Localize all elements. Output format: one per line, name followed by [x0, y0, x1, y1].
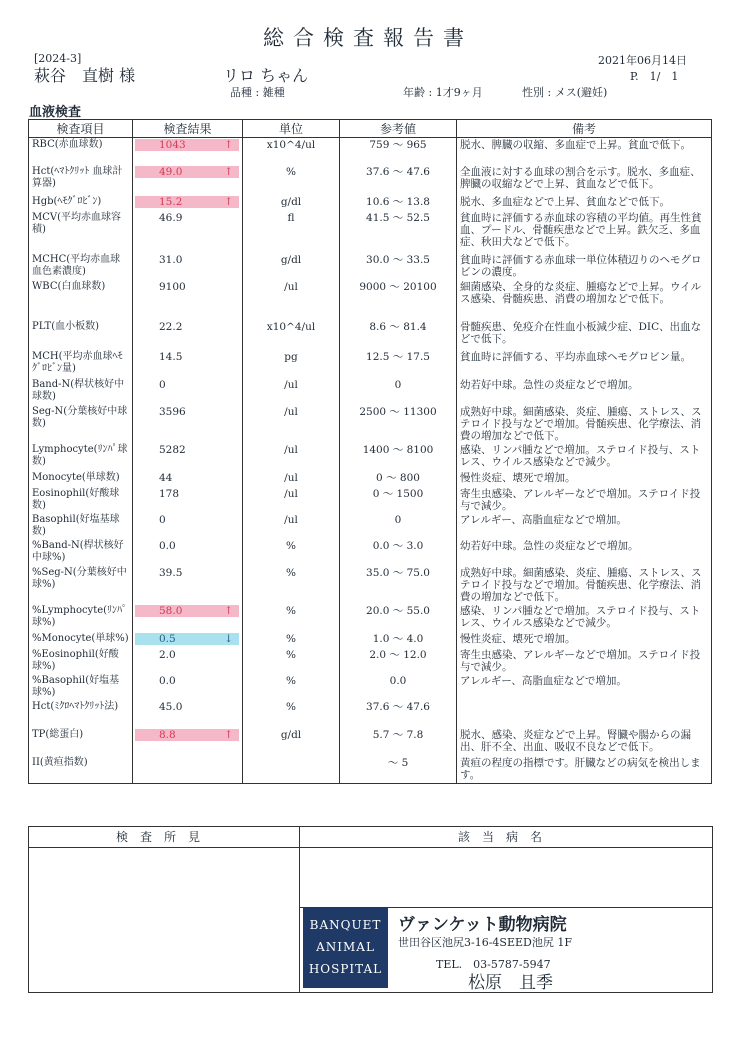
cell-unit: g/dl	[243, 728, 340, 756]
header-item: 検査項目	[29, 120, 133, 138]
cell-reference: 759 ～ 965	[340, 138, 457, 165]
result-value	[135, 196, 239, 208]
cell-note	[457, 700, 712, 728]
cell-item: Monocyte(単球数)	[29, 471, 133, 487]
table-row	[29, 513, 712, 539]
result-number: 9100	[159, 280, 186, 293]
cell-reference: 12.5 ～ 17.5	[340, 350, 457, 378]
cell-item: %Basophil(好塩基球%)	[29, 674, 133, 700]
result-number: 14.5	[159, 350, 183, 363]
cell-note: 骨髄疾患、免疫介在性血小板減少症、DIC、出血などで低下。	[457, 320, 712, 350]
result-value	[135, 472, 239, 484]
table-row	[29, 443, 712, 471]
cell-result	[133, 487, 243, 513]
result-number: 1043	[159, 139, 186, 151]
cell-result	[133, 165, 243, 195]
result-value	[135, 254, 239, 266]
cell-item: Band-N(桿状核好中球数)	[29, 378, 133, 405]
cell-reference: 2.0 ～ 12.0	[340, 648, 457, 674]
cell-result	[133, 350, 243, 378]
cell-note: 慢性炎症、壊死で増加。	[457, 471, 712, 487]
cell-result	[133, 566, 243, 604]
cell-note: 寄生虫感染、アレルギーなどで増加。ステロイド投与で減少。	[457, 648, 712, 674]
cell-note: 成熟好中球。細菌感染、炎症、腫瘍、ストレス、ステロイド投与などで増加。骨髄疾患、化学療法、消費の増加などで低下。	[457, 566, 712, 604]
cell-note: 成熟好中球。細菌感染、炎症、腫瘍、ストレス、ステロイド投与などで増加。骨髄疾患、化学療法、消費の増加などで低下。	[457, 405, 712, 443]
result-value	[135, 567, 239, 579]
cell-result	[133, 539, 243, 566]
logo-line: ANIMAL	[316, 940, 375, 954]
result-value	[135, 212, 239, 224]
cell-note: 貧血時に評価する赤血球の容積の平均値。再生性貧血、プードル、骨髄疾患などで上昇。鉄欠乏、多血症、秋田犬などで低下。	[457, 211, 712, 253]
sex: 性別 : メス(避妊)	[522, 86, 608, 99]
cell-reference: 30.0 ～ 33.5	[340, 253, 457, 280]
table-row	[29, 487, 712, 513]
cell-unit: g/dl	[243, 253, 340, 280]
cell-reference: ～ 5	[340, 756, 457, 784]
cell-reference: 0	[340, 513, 457, 539]
breed: 品種 : 雑種	[230, 86, 285, 99]
cell-result	[133, 280, 243, 320]
table-row	[29, 195, 712, 211]
cell-unit: fl	[243, 211, 340, 253]
header-reference: 参考値	[340, 120, 457, 138]
cell-reference: 20.0 ～ 55.0	[340, 604, 457, 632]
cell-unit	[243, 756, 340, 784]
cell-note: 貧血時に評価する、平均赤血球ヘモグロビン量。	[457, 350, 712, 378]
cell-unit: %	[243, 648, 340, 674]
cell-unit: %	[243, 604, 340, 632]
cell-item: Lymphocyte(ﾘﾝﾊﾟ球数)	[29, 443, 133, 471]
logo-line: BANQUET	[309, 918, 382, 932]
cell-note: 黄疸の程度の指標です。肝臓などの病気を検出します。	[457, 756, 712, 784]
table-row	[29, 632, 712, 648]
cell-result	[133, 648, 243, 674]
cell-unit: %	[243, 566, 340, 604]
cell-note: 貧血時に評価する赤血球一単位体積辺りのヘモグロビンの濃度。	[457, 253, 712, 280]
cell-unit: x10^4/ul	[243, 320, 340, 350]
hospital-address: 世田谷区池尻3-16-4SEED池尻 1F	[398, 936, 572, 949]
result-number: 22.2	[159, 320, 183, 333]
cell-unit: %	[243, 632, 340, 648]
cell-reference: 1.0 ～ 4.0	[340, 632, 457, 648]
cell-result	[133, 756, 243, 784]
cell-item: Hgb(ﾍﾓｸﾞﾛﾋﾞﾝ)	[29, 195, 133, 211]
result-value	[135, 139, 239, 151]
arrow-up-icon: ↑	[224, 604, 233, 617]
result-number: 46.9	[159, 211, 183, 224]
header-result: 検査結果	[133, 120, 243, 138]
arrow-up-icon: ↑	[224, 195, 233, 208]
header-note: 備考	[457, 120, 712, 138]
result-value	[135, 675, 239, 687]
section-title: 血液検査	[29, 105, 82, 120]
table-row	[29, 280, 712, 320]
result-number: 8.8	[159, 728, 176, 741]
result-number: 0	[159, 513, 166, 526]
table-row	[29, 674, 712, 700]
cell-note: 感染、リンパ腫などで増加。ステロイド投与、ストレス、ウイルス感染などで減少。	[457, 443, 712, 471]
cell-item: Basophil(好塩基球数)	[29, 513, 133, 539]
cell-item: %Band-N(桿状核好中球%)	[29, 539, 133, 566]
arrow-up-icon: ↑	[224, 728, 233, 741]
document-code: [2024-3]	[34, 52, 82, 65]
table-row	[29, 756, 712, 784]
result-value	[135, 649, 239, 661]
cell-note: アレルギー、高脂血症などで増加。	[457, 674, 712, 700]
cell-item: %Seg-N(分葉核好中球%)	[29, 566, 133, 604]
pet-name: リロ ちゃん	[223, 66, 309, 85]
cell-result	[133, 405, 243, 443]
cell-note: 感染、リンパ腫などで増加。ステロイド投与、ストレス、ウイルス感染などで減少。	[457, 604, 712, 632]
cell-result	[133, 513, 243, 539]
table-row	[29, 138, 712, 165]
cell-unit: pg	[243, 350, 340, 378]
cell-result	[133, 632, 243, 648]
cell-item: TP(総蛋白)	[29, 728, 133, 756]
result-value	[135, 281, 239, 293]
cell-result	[133, 320, 243, 350]
cell-item: MCH(平均赤血球ﾍﾓｸﾞﾛﾋﾞﾝ量)	[29, 350, 133, 378]
table-row	[29, 648, 712, 674]
cell-result	[133, 443, 243, 471]
cell-reference: 0 ～ 800	[340, 471, 457, 487]
cell-item: II(黄疸指数)	[29, 756, 133, 784]
hospital-phone: TEL. 03-5787-5947	[436, 958, 551, 971]
result-number: 31.0	[159, 253, 183, 266]
cell-item: Hct(ﾍﾏﾄｸﾘｯﾄ 血球計算器)	[29, 165, 133, 195]
doctor-name: 松原 且季	[468, 973, 553, 993]
cell-reference: 0 ～ 1500	[340, 487, 457, 513]
cell-result	[133, 138, 243, 165]
result-value	[135, 605, 239, 617]
result-number: 178	[159, 487, 180, 500]
cell-item: %Eosinophil(好酸球%)	[29, 648, 133, 674]
cell-result	[133, 674, 243, 700]
cell-unit: g/dl	[243, 195, 340, 211]
result-value	[135, 488, 239, 500]
result-number: 2.0	[159, 648, 176, 661]
findings-header: 検査所見	[29, 827, 299, 848]
cell-unit: /ul	[243, 378, 340, 405]
cell-note: 全血液に対する血球の割合を示す。脱水、多血症、脾臓の収縮などで上昇、貧血などで低下。	[457, 165, 712, 195]
cell-unit: %	[243, 700, 340, 728]
blood-test-table	[28, 119, 712, 784]
cell-unit: /ul	[243, 487, 340, 513]
table-row	[29, 539, 712, 566]
table-row	[29, 728, 712, 756]
cell-note: 寄生虫感染、アレルギーなどで増加。ステロイド投与で減少。	[457, 487, 712, 513]
cell-result	[133, 700, 243, 728]
result-number: 58.0	[159, 604, 183, 617]
table-row	[29, 165, 712, 195]
cell-reference: 1400 ～ 8100	[340, 443, 457, 471]
cell-reference: 2500 ～ 11300	[340, 405, 457, 443]
result-value	[135, 351, 239, 363]
arrow-up-icon: ↑	[224, 139, 233, 151]
cell-unit: %	[243, 165, 340, 195]
cell-note: 脱水、多血症などで上昇、貧血などで低下。	[457, 195, 712, 211]
divider	[299, 827, 300, 992]
cell-unit: /ul	[243, 471, 340, 487]
result-number: 0.5	[159, 632, 176, 645]
cell-unit: %	[243, 674, 340, 700]
table-body	[29, 138, 712, 784]
age: 年齢 : 1才9ヶ月	[403, 86, 483, 99]
logo-line: HOSPITAL	[308, 962, 383, 976]
result-value	[135, 166, 239, 178]
cell-result	[133, 378, 243, 405]
result-number: 39.5	[159, 566, 183, 579]
cell-reference: 37.6 ～ 47.6	[340, 700, 457, 728]
result-value	[135, 406, 239, 418]
cell-note: 幼若好中球。急性の炎症などで増加。	[457, 378, 712, 405]
cell-item: Seg-N(分葉核好中球数)	[29, 405, 133, 443]
cell-item: Eosinophil(好酸球数)	[29, 487, 133, 513]
result-value	[135, 514, 239, 526]
cell-item: %Lymphocyte(ﾘﾝﾊﾟ球%)	[29, 604, 133, 632]
table-row	[29, 700, 712, 728]
result-value	[135, 444, 239, 456]
cell-reference: 0.0 ～ 3.0	[340, 539, 457, 566]
result-number: 49.0	[159, 165, 183, 178]
result-value	[135, 633, 239, 645]
cell-reference: 0	[340, 378, 457, 405]
cell-result	[133, 195, 243, 211]
table-row	[29, 253, 712, 280]
cell-result	[133, 604, 243, 632]
table-row	[29, 350, 712, 378]
owner-name: 萩谷 直樹 様	[34, 66, 136, 85]
cell-note: 幼若好中球。急性の炎症などで増加。	[457, 539, 712, 566]
header-unit: 単位	[243, 120, 340, 138]
cell-unit: /ul	[243, 513, 340, 539]
cell-item: WBC(白血球数)	[29, 280, 133, 320]
cell-unit: /ul	[243, 280, 340, 320]
table-row	[29, 378, 712, 405]
arrow-down-icon: ↓	[224, 632, 233, 645]
table-row	[29, 211, 712, 253]
result-number: 15.2	[159, 195, 183, 208]
cell-item: MCHC(平均赤血球血色素濃度)	[29, 253, 133, 280]
cell-unit: x10^4/ul	[243, 138, 340, 165]
cell-note: 脱水、感染、炎症などで上昇。腎臓や腸からの漏出、肝不全、出血、吸収不良などで低下。	[457, 728, 712, 756]
table-row	[29, 405, 712, 443]
disease-header: 該当病名	[300, 827, 712, 848]
cell-result	[133, 471, 243, 487]
result-value	[135, 701, 239, 713]
result-number: 3596	[159, 405, 186, 418]
cell-result	[133, 253, 243, 280]
result-number: 0	[159, 378, 166, 391]
cell-reference: 5.7 ～ 7.8	[340, 728, 457, 756]
cell-note: アレルギー、高脂血症などで増加。	[457, 513, 712, 539]
arrow-up-icon: ↑	[224, 165, 233, 178]
cell-result	[133, 211, 243, 253]
result-value	[135, 729, 239, 741]
cell-item: %Monocyte(単球%)	[29, 632, 133, 648]
cell-reference: 41.5 ～ 52.5	[340, 211, 457, 253]
result-number: 5282	[159, 443, 186, 456]
result-number: 0.0	[159, 539, 176, 552]
cell-reference: 0.0	[340, 674, 457, 700]
table-header-row	[29, 120, 712, 138]
cell-result	[133, 728, 243, 756]
cell-unit: %	[243, 539, 340, 566]
cell-unit: /ul	[243, 405, 340, 443]
cell-item: RBC(赤血球数)	[29, 138, 133, 165]
cell-unit: /ul	[243, 443, 340, 471]
cell-item: MCV(平均赤血球容積)	[29, 211, 133, 253]
result-value	[135, 379, 239, 391]
result-value	[135, 321, 239, 333]
cell-note: 細菌感染、全身的な炎症、腫瘍などで上昇。ウイルス感染、骨髄疾患、消費の増加などで低下。	[457, 280, 712, 320]
cell-reference: 35.0 ～ 75.0	[340, 566, 457, 604]
cell-reference: 37.6 ～ 47.6	[340, 165, 457, 195]
cell-item: Hct(ﾐｸﾛﾍﾏﾄｸﾘｯﾄ法)	[29, 700, 133, 728]
result-number: 45.0	[159, 700, 183, 713]
report-title: 総合検査報告書	[263, 26, 473, 50]
result-number: 0.0	[159, 674, 176, 687]
cell-note: 脱水、脾臓の収縮、多血症で上昇。貧血で低下。	[457, 138, 712, 165]
cell-reference: 8.6 ～ 81.4	[340, 320, 457, 350]
page-number: P. 1/ 1	[630, 70, 679, 83]
hospital-name: ヴァンケット動物病院	[398, 915, 567, 935]
table-row	[29, 320, 712, 350]
table-row	[29, 471, 712, 487]
result-value	[135, 540, 239, 552]
table-row	[29, 604, 712, 632]
cell-item: PLT(血小板数)	[29, 320, 133, 350]
hospital-logo	[303, 908, 388, 988]
cell-reference: 10.6 ～ 13.8	[340, 195, 457, 211]
result-number: 44	[159, 471, 173, 484]
cell-reference: 9000 ～ 20100	[340, 280, 457, 320]
report-date: 2021年06月14日	[598, 54, 687, 67]
cell-note: 慢性炎症、壊死で増加。	[457, 632, 712, 648]
table-row	[29, 566, 712, 604]
